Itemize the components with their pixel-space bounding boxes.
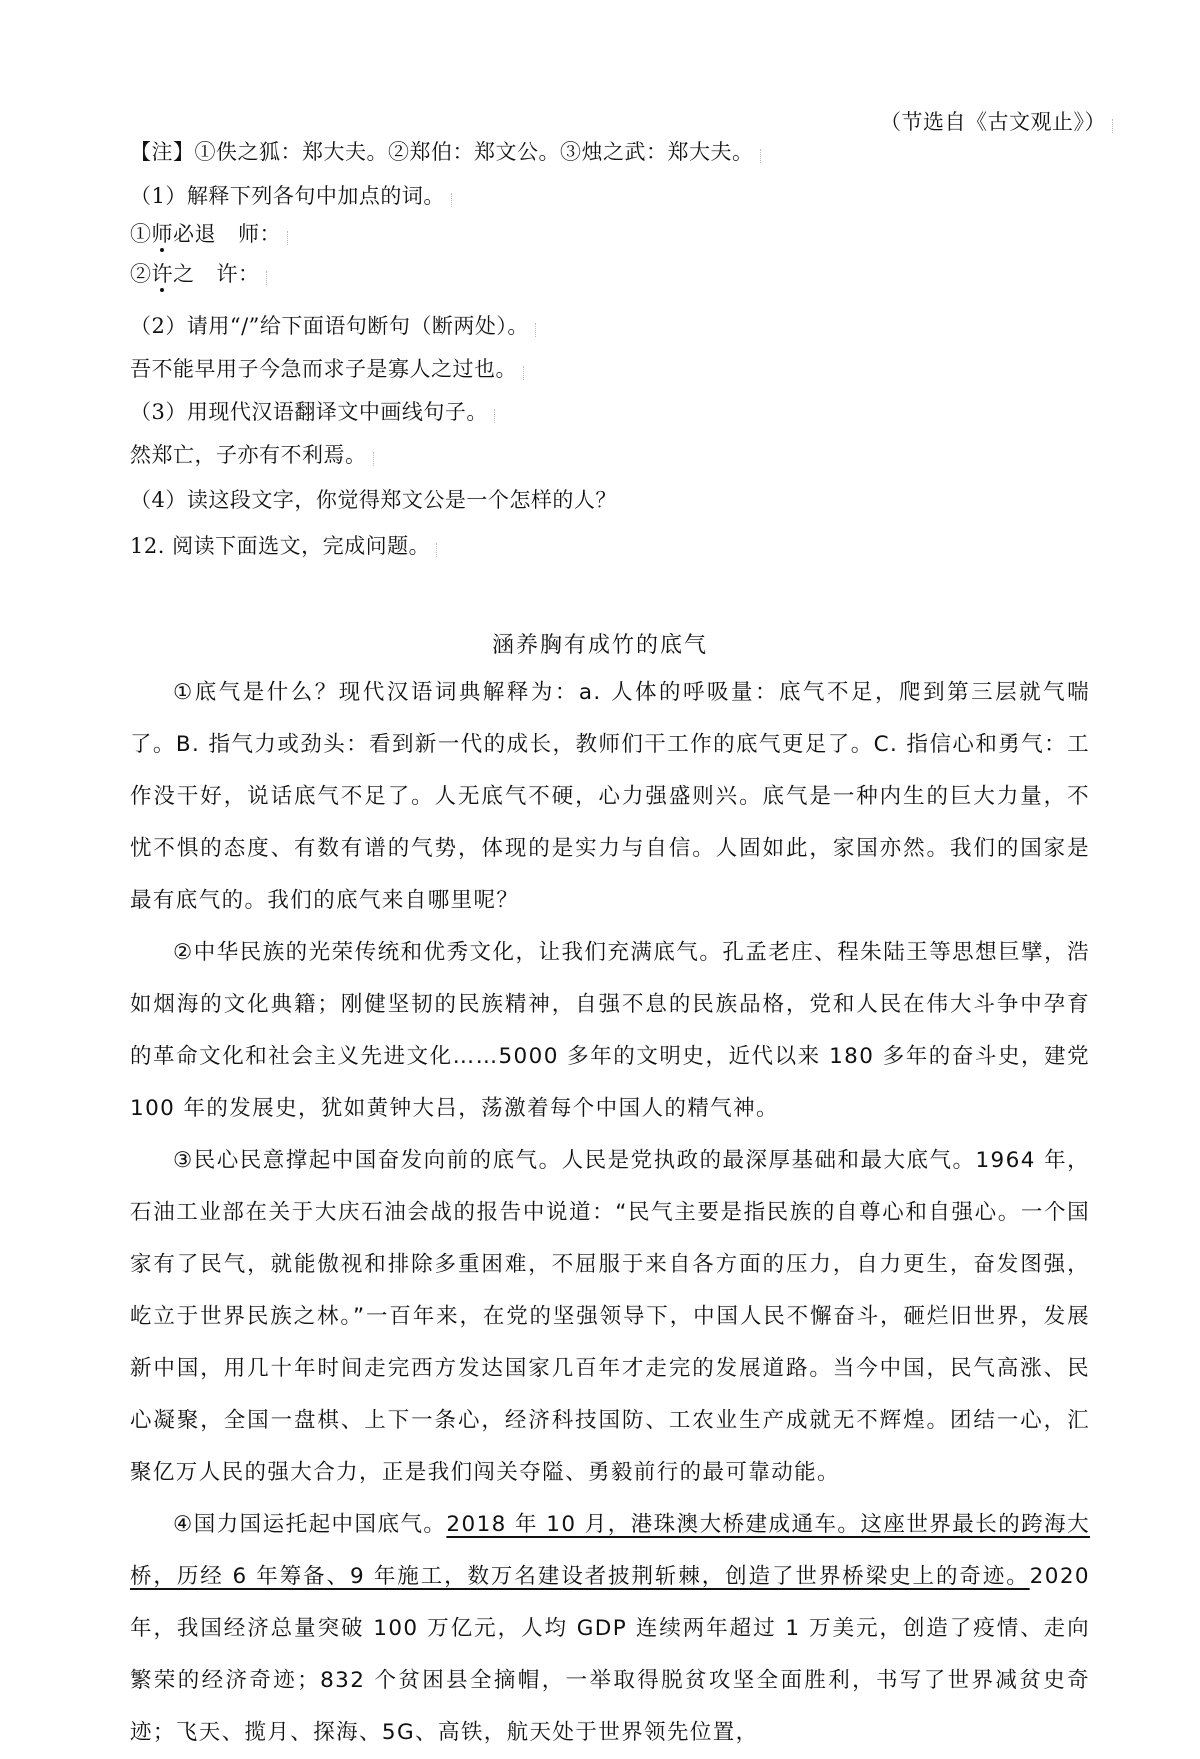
paragraph-mark-icon [494,409,496,423]
underlined-sentence: 2018 年 10 月，港珠澳大桥建成通车。这座世界最长的跨海大桥，历经 6 年筹备、9 年施工，数万名建设者披荆斩棘，创造了世界桥梁史上的奇迹。 [130,1512,1090,1589]
source-citation: （节选自《古文观止》） [880,108,1114,136]
essay-paragraph-3: ③民心民意撑起中国奋发向前的底气。人民是党执政的最深厚基础和最大底气。1964 年，石油工业部在关于大庆石油会战的报告中说道：“民气主要是指民族的自尊心和自强心。一个国家有了民气，就能傲视和排除多重困难，不屈服于来自各方面的压力，自力更生，奋发图强，屹立于世界民族之林。”一百年来，在党的坚强领导下，中国人民不懈奋斗，砸烂旧世界，发展新中国，用几十年时间走完西方发达国家几百年才走完的发展道路。当今中国，民气高涨、民心凝聚，全国一盘棋、上下一条心，经济科技国防、工农业生产成就无不辉煌。团结一心，汇聚亿万人民的强大合力，正是我们闯关夺隘、勇毅前行的最可靠动能。 [130,1148,1090,1485]
paragraph-mark-icon [373,452,375,466]
question-1-prompt: （1）解释下列各句中加点的词。 [130,182,453,210]
essay-paragraph-4: ④国力国运托起中国底气。2018 年 10 月，港珠澳大桥建成通车。这座世界最长的跨海大桥，历经 6 年筹备、9 年施工，数万名建设者披荆斩棘，创造了世界桥梁史上的奇迹。2020 年，我国经济总量突破 100 万亿元，人均 GDP 连续两年超过 1 万美元，创造了疫情、走向繁荣的经济奇迹；832 个贫困县全摘帽，一举取得脱贫攻坚全面胜利，书写了世界减贫史奇迹；飞天、揽月、探海、5G、高铁，航天处于世界领先位置， [130,1512,1090,1745]
paragraph-mark-icon [451,193,453,207]
question-4-prompt: （4）读这段文字，你觉得郑文公是一个怎样的人？ [130,488,617,512]
question-1-item-2: ②许之 许： [130,260,268,288]
question-3-sentence: 然郑亡，子亦有不利焉。 [130,441,375,469]
question-12-prompt: 12. 阅读下面选文，完成问题。 [130,532,438,560]
paragraph-mark-icon [535,323,537,337]
paragraph-mark-icon [760,149,762,163]
question-3-prompt: （3）用现代汉语翻译文中画线句子。 [130,398,496,426]
annotation-note: 【注】①佚之狐：郑大夫。②郑伯：郑文公。③烛之武：郑大夫。 [130,138,762,166]
paragraph-mark-icon [1112,119,1114,133]
essay-title: 涵养胸有成竹的底气 [491,633,708,658]
essay-body [130,667,1090,1759]
dotted-character: 师 [151,222,173,246]
question-2-prompt: （2）请用“/”给下面语句断句（断两处）。 [130,312,537,340]
paragraph-mark-icon [523,366,525,380]
paragraph-mark-icon [266,271,268,285]
paragraph-mark-icon [287,231,289,245]
essay-paragraph-2: ②中华民族的光荣传统和优秀文化，让我们充满底气。孔孟老庄、程朱陆王等思想巨擘，浩如烟海的文化典籍；刚健坚韧的民族精神，自强不息的民族品格，党和人民在伟大斗争中孕育的革命文化和社会主义先进文化……5000 多年的文明史，近代以来 180 多年的奋斗史，建党 100 年的发展史，犹如黄钟大吕，荡激着每个中国人的精气神。 [130,940,1090,1121]
question-2-sentence: 吾不能早用子今急而求子是寡人之过也。 [130,355,525,383]
dotted-character: 许 [151,262,173,286]
question-1-item-1: ①师必退 师： [130,220,289,248]
essay-paragraph-1: ①底气是什么？现代汉语词典解释为：a. 人体的呼吸量：底气不足，爬到第三层就气喘了。B. 指气力或劲头：看到新一代的成长，教师们干工作的底气更足了。C. 指信心和勇气：工作没干好，说话底气不足了。人无底气不硬，心力强盛则兴。底气是一种内生的巨大力量，不忧不惧的态度、有数有谱的气势，体现的是实力与自信。人固如此，家国亦然。我们的国家是最有底气的。我们的底气来自哪里呢？ [130,680,1090,913]
paragraph-mark-icon [436,543,438,557]
